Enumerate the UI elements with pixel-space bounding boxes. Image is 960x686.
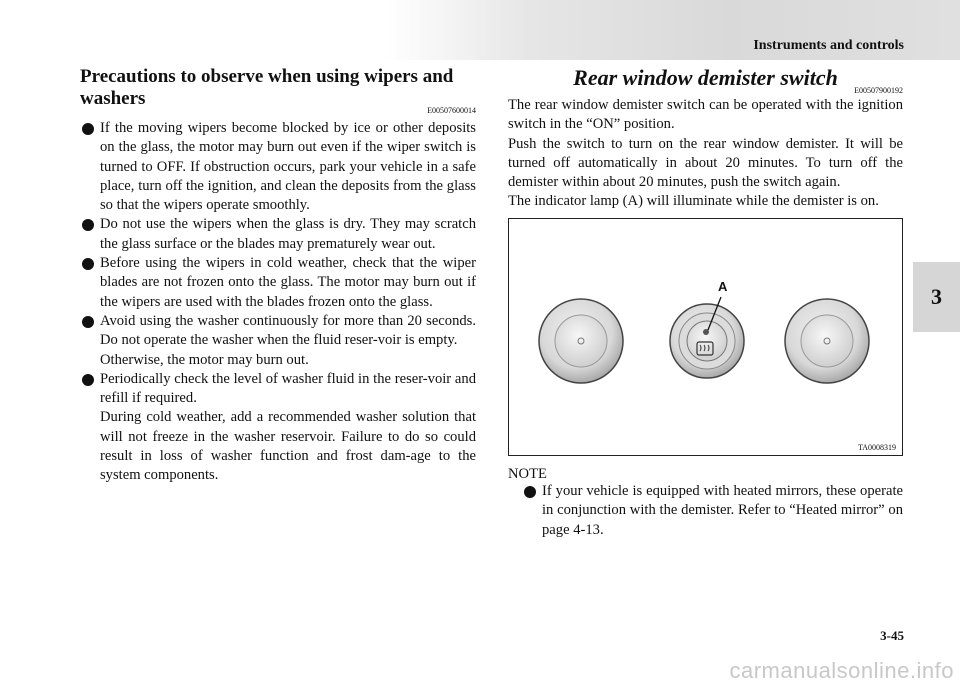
body-paragraph: The indicator lamp (A) will illuminate while the demister is on. [508, 193, 879, 210]
bullet-item [80, 119, 476, 215]
body-paragraph: The rear window demister switch can be operated with the ignition switch in the “ON” position. [508, 97, 903, 133]
figure-code: TA0008319 [857, 443, 896, 452]
bullet-item [80, 215, 476, 254]
note-text: If your vehicle is equipped with heated mirrors, these operate in conjunction with the demister. Refer to “Heated mirror” on page 4-13. [542, 483, 903, 538]
section-code: E00507600014 [427, 106, 476, 115]
bullet-text: If the moving wipers become blocked by ice or other deposits on the glass, the motor may burn out even if the wiper switch is turned to OFF. If obstruction occurs, park your vehicle in a safe place, turn off the ignition, and clean the deposits from the glass so that the wipers operate smoothly. [100, 120, 476, 214]
right-dial-knob [785, 299, 869, 383]
bullet-text: Otherwise, the motor may burn out. [100, 351, 309, 368]
note-label: NOTE [508, 466, 547, 482]
bullet-text: Before using the wipers in cold weather, check that the wiper blades are not frozen onto the glass. The motor may burn out if the wipers are used with the blades frozen onto the glass. [100, 255, 476, 310]
section-code: E00507900192 [854, 86, 903, 95]
bullet-icon [524, 486, 536, 498]
note-list [522, 482, 903, 540]
left-dial-knob [539, 299, 623, 383]
bullet-text: Avoid using the washer continuously for more than 20 seconds. Do not operate the washer when the fluid reser-voir is empty. [100, 312, 476, 349]
note-item [522, 482, 903, 540]
left-column [80, 66, 476, 486]
rear-demister-switch-icon [670, 304, 744, 378]
bullet-icon [82, 123, 94, 135]
demister-switch-figure [508, 218, 903, 456]
bullet-icon [82, 316, 94, 328]
section-title-demister: Rear window demister switch [573, 65, 838, 90]
running-header: Instruments and controls [753, 38, 904, 53]
bullet-text: Periodically check the level of washer fluid in the reser-voir and refill if required. [100, 370, 476, 407]
section-title-wipers: Precautions to observe when using wipers and washers [80, 66, 454, 109]
bullet-icon [82, 374, 94, 386]
callout-label: A [718, 279, 728, 294]
bullet-icon [82, 258, 94, 270]
switch-panel-illustration [509, 219, 902, 455]
page-number: 3-45 [880, 628, 904, 643]
bullet-icon [82, 219, 94, 231]
bullet-item [80, 312, 476, 370]
right-column [508, 65, 903, 538]
bullet-text: Do not use the wipers when the glass is dry. They may scratch the glass surface or the blades may prematurely wear out. [100, 216, 476, 252]
body-paragraph: Push the switch to turn on the rear window demister. It will be turned off automatically in about 20 minutes. To turn off the demister within about 20 minutes, push the switch again. [508, 135, 903, 191]
chapter-tab: 3 [913, 262, 960, 332]
bullet-item [80, 370, 476, 486]
bullet-text: During cold weather, add a recommended washer solution that will not freeze in the washer reservoir. Failure to do so could result in loss of washer function and frost dam-age to the system components. [100, 409, 476, 484]
bullet-item [80, 254, 476, 312]
watermark-text: carmanualsonline.info [729, 658, 954, 683]
precaution-list [80, 119, 476, 486]
